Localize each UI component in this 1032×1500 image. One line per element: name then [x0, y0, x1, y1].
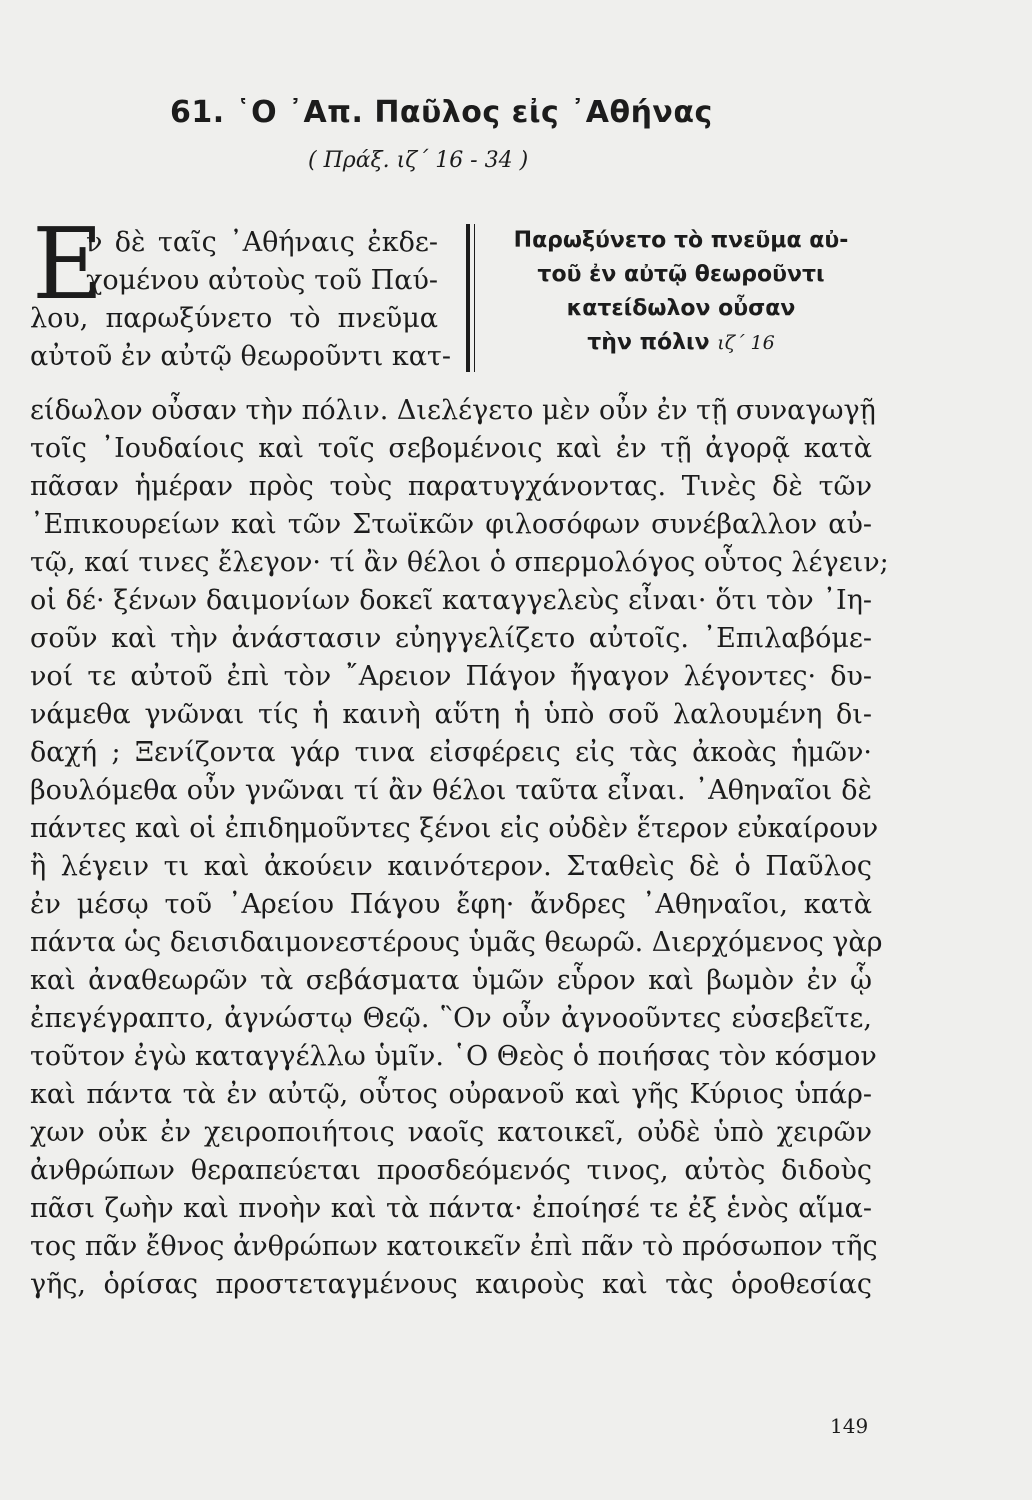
body-line: πᾶσαν ἡμέραν πρὸς τοὺς παρατυγχάνοντας. Τινὲς δὲ τῶν — [30, 471, 872, 502]
body-line: ἐν μέσῳ τοῦ ᾿Αρείου Πάγου ἔφη· ἄνδρες ᾿Αθηναῖοι, κατὰ — [30, 889, 872, 920]
body-line: χων οὐκ ἐν χειροποιήτοις ναοῖς κατοικεῖ, οὐδὲ ὑπὸ χειρῶν — [30, 1117, 872, 1148]
side-note-text: τὴν πόλιν — [587, 330, 710, 355]
body-line: τοῖς ᾿Ιουδαίοις καὶ τοῖς σεβομένοις καὶ ἐν τῇ ἀγορᾷ κατὰ — [30, 433, 872, 464]
body-line: γῆς, ὁρίσας προστεταγμένους καιροὺς καὶ τὰς ὁροθεσίας — [30, 1269, 872, 1300]
body-line: είδωλον οὖσαν τὴν πόλιν. Διελέγετο μὲν οὖν ἐν τῇ συναγωγῇ — [30, 395, 876, 426]
body-line: τῷ, καί τινες ἔλεγον· τί ἂν θέλοι ὁ σπερμολόγος οὗτος λέγειν; — [30, 547, 889, 578]
body-line: σοῦν καὶ τὴν ἀνάστασιν εὐηγγελίζετο αὐτοῖς. ᾿Επιλαβόμε- — [30, 623, 872, 654]
drop-cap: Ε — [32, 208, 104, 322]
scripture-reference: ( Πράξ. ιζ΄ 16 - 34 ) — [308, 148, 529, 173]
body-line: ἐπεγέγραπτο, ἀγνώστῳ Θεῷ. ῝Ον οὖν ἀγνοοῦντες εὐσεβεῖτε, — [30, 1003, 872, 1034]
body-line: νοί τε αὐτοῦ ἐπὶ τὸν ῎Αρειον Πάγον ἤγαγον λέγοντες· δυ- — [30, 661, 872, 692]
body-line: πᾶσι ζωὴν καὶ πνοὴν καὶ τὰ πάντα· ἐποίησέ τε ἐξ ἑνὸς αἵμα- — [30, 1193, 872, 1224]
opening-line: χομένου αὐτοὺς τοῦ Παύ- — [86, 265, 438, 296]
body-line: ἢ λέγειν τι καὶ ἀκούειν καινότερον. Σταθεὶς δὲ ὁ Παῦλος — [30, 851, 872, 882]
opening-line: αὐτοῦ ἐν αὐτῷ θεωροῦντι κατ- — [30, 341, 451, 372]
body-line: καὶ πάντα τὰ ἐν αὐτῷ, οὗτος οὐρανοῦ καὶ γῆς Κύριος ὑπάρ- — [30, 1079, 872, 1110]
opening-line: λου, παρωξύνετο τὸ πνεῦμα — [30, 303, 438, 334]
body-line: καὶ ἀναθεωρῶν τὰ σεβάσματα ὑμῶν εὗρον καὶ βωμὸν ἐν ᾧ — [30, 965, 872, 996]
page-number: 149 — [830, 1414, 869, 1438]
body-line: τος πᾶν ἔθνος ἀνθρώπων κατοικεῖν ἐπὶ πᾶν τὸ πρόσωπον τῆς — [30, 1231, 878, 1262]
margin-rule — [474, 224, 475, 372]
body-line: δαχή ; Ξενίζοντα γάρ τινα εἰσφέρεις εἰς τὰς ἀκοὰς ἡμῶν· — [30, 737, 872, 768]
body-line: ἀνθρώπων θεραπεύεται προσδεόμενός τινος, αὐτὸς διδοὺς — [30, 1155, 872, 1186]
body-line: πάντες καὶ οἱ ἐπιδημοῦντες ξένοι εἰς οὐδὲν ἕτερον εὐκαίρουν — [30, 813, 879, 844]
side-note — [486, 224, 876, 360]
body-line: βουλόμεθα οὖν γνῶναι τί ἂν θέλοι ταῦτα εἶναι. ᾿Αθηναῖοι δὲ — [30, 775, 872, 806]
body-line: νάμεθα γνῶναι τίς ἡ καινὴ αὕτη ἡ ὑπὸ σοῦ λαλουμένη δι- — [30, 699, 872, 730]
margin-rule — [466, 224, 470, 372]
body-line: τοῦτον ἐγὼ καταγγέλλω ὑμῖν. ῾Ο Θεὸς ὁ ποιήσας τὸν κόσμον — [30, 1041, 877, 1072]
chapter-title: 61. ῾Ο ᾿Απ. Παῦλος εἰς ᾿Αθήνας — [170, 95, 713, 130]
opening-line: ν δὲ ταῖς ᾿Αθήναις ἐκδε- — [86, 227, 438, 258]
body-line: ᾿Επικουρείων καὶ τῶν Στωϊκῶν φιλοσόφων συνέβαλλον αὐ- — [30, 509, 872, 540]
body-line: πάντα ὡς δεισιδαιμονεστέρους ὑμᾶς θεωρῶ. Διερχόμενος γὰρ — [30, 927, 883, 958]
side-note-line: τοῦ ἐν αὐτῷ θεωροῦντι — [537, 262, 825, 287]
body-line: οἱ δέ· ξένων δαιμονίων δοκεῖ καταγγελεὺς εἶναι· ὅτι τὸν ᾿Ιη- — [30, 585, 872, 616]
side-note-reference: ιζ΄ 16 — [717, 332, 775, 354]
side-note-line: κατείδωλον οὖσαν — [566, 296, 796, 321]
side-note-line — [486, 326, 876, 360]
side-note-line: Παρωξύνετο τὸ πνεῦμα αὐ- — [513, 228, 849, 253]
